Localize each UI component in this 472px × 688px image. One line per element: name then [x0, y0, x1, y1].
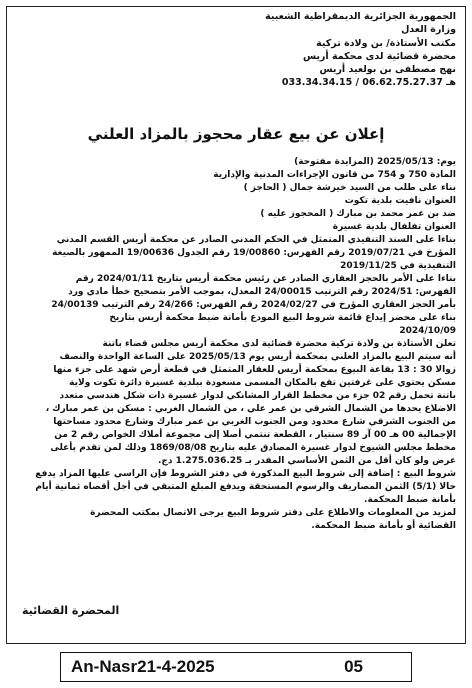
body-line: ضد بن عمر محمد بن مبارك ( المحجوز عليه )	[260, 209, 456, 219]
body-line: بناءا على الأمر بالحجز العقاري الصادر عن رئيس محكمة أريس بتاريخ 2024/01/11 رقم	[75, 274, 456, 284]
body-line: العنوان تفلفال بلدية غسيرة	[332, 222, 456, 232]
body-line: عرض ولو كان أقل من الثمن الأساسي المقدر بـ 1.275.036.25 دج.	[158, 456, 456, 466]
body-line: أنه سيتم البيع بالمزاد العلني بمحكمة أريس يوم 2025/05/13 على الساعة الواحدة والنصف	[59, 352, 456, 362]
signature-bailiff: المحضرة القضائية	[22, 604, 120, 617]
body-line: الاضلاع يحدها من الشمال الشرقي بن عمر علي ، من الشمال الغربي : مسكن بن عمر مبارك ،	[45, 404, 456, 414]
body-line: الفهرس: 2024/51 رقم الترتيب 24/00015 المعدل، بموجب الأمر بتصحيح خطأ مادي ورد	[68, 287, 456, 297]
body-line: بأمانة ضبط المحكمة.	[364, 495, 456, 505]
notice-body	[16, 156, 456, 533]
body-line: شروط البيع : إضافة إلى شروط البيع المذكورة في دفتر الشروط فإن الراسي عليها المزاد يدفع	[35, 469, 456, 479]
body-line: بناء على محضر إيداع قائمة شروط البيع المودع بأمانة ضبط محكمة أريس بتاريخ	[109, 313, 456, 323]
header-ministry: وزارة العدل	[401, 24, 456, 36]
body-line: لمزيد من المعلومات والاطلاع على دفتر شروط البيع يرجى الاتصال بمكتب المحضرة	[90, 508, 456, 518]
body-line: زوالا 30 : 13 بقاعة البيوع بمحكمة أريس للعقار المتمثل في قطعة أرض شهد على جزء منها	[53, 365, 456, 375]
header-office: مكتب الأستاذة/ بن ولادة تركية	[316, 37, 456, 49]
body-line: التنفيذية في 2019/11/25	[340, 261, 456, 271]
body-line: 2024/10/09	[399, 326, 456, 336]
header-phones: هـ 06.62.75.27.37 / 033.34.34.15	[281, 77, 456, 89]
header-republic: الجمهورية الجزائرية الديمقراطية الشعبية	[265, 11, 456, 22]
body-line: بناء على طلب من السيد خيرشة جمال ( الحاجز )	[243, 183, 456, 193]
body-line: بناءا على السند التنفيذي المتمثل في الحكم المدني الصادر عن محكمة أريس القسم المدني	[56, 235, 456, 245]
body-line: تعلن الأستاذة بن ولادة تركية محضرة قضائية لدى محكمة أريس مجلس قضاء باتنة	[102, 339, 456, 349]
header-address: نهج مصطفى بن بولعيد أريس	[319, 64, 456, 76]
body-line: مسكن يحتوي على غرفتين تقع بالمكان المسمى مسعودة ببلدية غسيرة دائرة تكوت ولاية	[69, 378, 456, 388]
footer-date: An-Nasr21-4-2025	[71, 657, 215, 676]
newspaper-footer	[60, 652, 412, 682]
body-line: الإجمالية 00 هـ 00 آر 89 سنتيار ، القطعة تنتمي أصلا إلى مجموعة أملاك الخواص رقم 2 من	[54, 430, 456, 440]
footer-page-number: 05	[344, 657, 363, 676]
notice-header	[156, 10, 456, 90]
body-line: المؤرخ في 2019/07/21 رقم الفهرس: 19/00860 رقم الجدول 19/00636 الممهور بالصيغة	[52, 248, 456, 258]
notice-title: إعلان عن بيع عقار محجوز بالمزاد العلني	[87, 125, 385, 143]
body-line: حالا (5/1) الثمن المصاريف والرسوم المستحقة ويدفع المبلغ المتبقي في أجل أقصاه ثمانية أيام	[35, 482, 456, 492]
body-line: باتنة تحمل رقم 02 جزء من مخطط القرار المشانكي لدوار غسيرة ذات شكل هندسي متعدد	[59, 391, 456, 401]
body-line: العنوان نافيت بلدية تكوت	[344, 196, 456, 206]
body-line: المادة 750 و 754 من قانون الإجراءات المدنية والإدارية	[213, 170, 456, 180]
body-line: مخطط مجلس الشيوخ لدوار غسيرة المصادق عليه بتاريخ 1869/08/08 وذلك لمن تقدم بأعلى	[50, 443, 456, 453]
body-line: القضائية أو بأمانة ضبط المحكمة.	[311, 521, 456, 531]
body-line: يوم: 2025/05/13 (المزايدة مفتوحة)	[294, 157, 456, 167]
body-line: من الجنوب الشرقي شارع محدود ومن الجنوب الغربي بن عمر مبارك وشارع محدود مساحتها	[53, 417, 456, 427]
body-line: بأمر الحجز العقاري المؤرخ في 2024/02/27 رقم الفهرس: 24/266 رقم الترتيب 24/00139	[51, 300, 456, 310]
header-court: محضرة قضائية لدى محكمة أريس	[302, 50, 456, 62]
